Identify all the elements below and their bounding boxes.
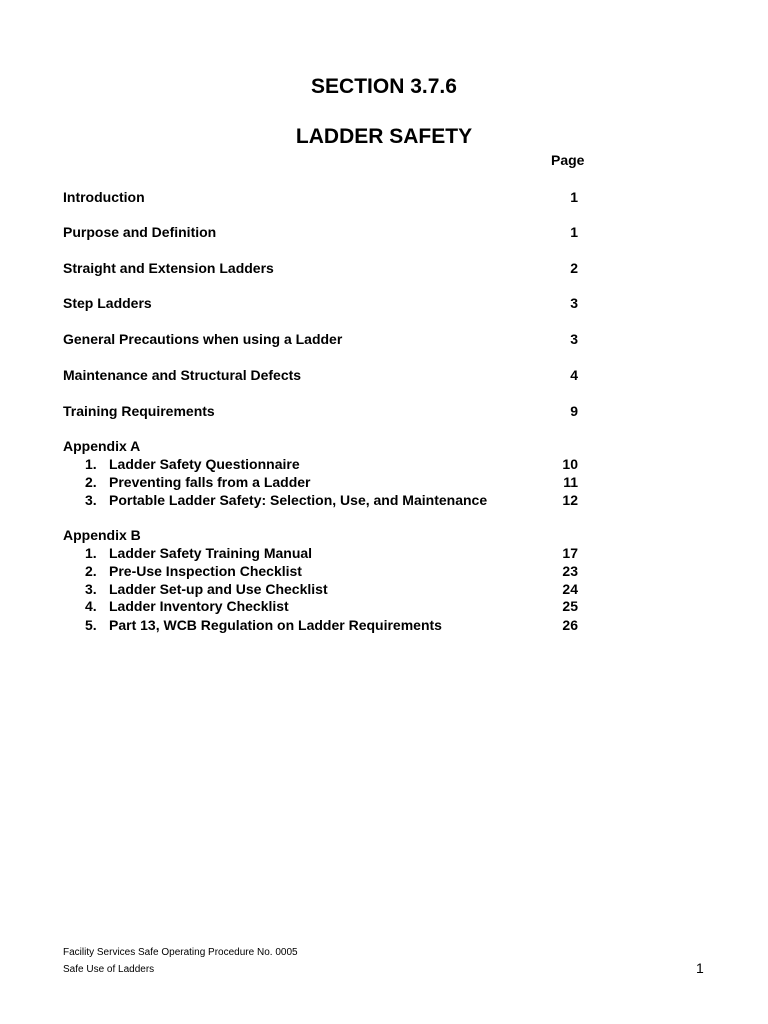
toc-entry-label: Step Ladders — [63, 295, 152, 311]
appendix-item-page: 12 — [562, 492, 578, 508]
appendix-item-label: Ladder Safety Questionnaire — [109, 456, 300, 472]
appendix-a-item — [63, 455, 583, 473]
appendix-item-page: 25 — [562, 598, 578, 614]
appendix-b-item — [63, 597, 583, 615]
appendix-item-label: Ladder Set-up and Use Checklist — [109, 581, 328, 597]
appendix-item-label: Ladder Inventory Checklist — [109, 598, 289, 614]
toc-entry-page: 9 — [570, 403, 578, 419]
toc-entry-label: Straight and Extension Ladders — [63, 260, 274, 276]
appendix-item-page: 17 — [562, 545, 578, 561]
toc-entry-straight-extension — [63, 259, 583, 277]
page-title: LADDER SAFETY — [295, 125, 473, 148]
toc-entry-maintenance — [63, 366, 583, 384]
appendix-b-item — [63, 562, 583, 580]
footer-page-number: 1 — [696, 960, 704, 976]
appendix-item-label: Portable Ladder Safety: Selection, Use, and Maintenance — [109, 492, 488, 508]
toc-entry-label: General Precautions when using a Ladder — [63, 331, 343, 347]
toc-entry-purpose — [63, 223, 583, 241]
appendix-item-label: Part 13, WCB Regulation on Ladder Requirements — [109, 617, 442, 633]
toc-entry-introduction — [63, 188, 583, 206]
toc-entry-step-ladders — [63, 294, 583, 312]
toc-entry-label: Purpose and Definition — [63, 224, 217, 240]
appendix-item-page: 10 — [562, 456, 578, 472]
toc-entry-page: 2 — [570, 260, 578, 276]
appendix-item-label: Ladder Safety Training Manual — [109, 545, 313, 561]
footer-document-title: Safe Use of Ladders — [63, 964, 155, 975]
footer-procedure-number: Facility Services Safe Operating Procedure No. 0005 — [63, 947, 298, 958]
appendix-b-heading: Appendix B — [63, 527, 141, 543]
toc-entry-page: 3 — [570, 331, 578, 347]
toc-entry-training — [63, 402, 583, 420]
appendix-b-item — [63, 616, 583, 634]
toc-entry-page: 4 — [570, 367, 578, 383]
list-number: 1. — [85, 456, 97, 472]
toc-entry-label: Training Requirements — [63, 403, 215, 419]
appendix-a-heading: Appendix A — [63, 438, 141, 454]
list-number: 3. — [85, 492, 97, 508]
appendix-item-label: Pre-Use Inspection Checklist — [109, 563, 302, 579]
list-number: 2. — [85, 563, 97, 579]
appendix-b-item — [63, 544, 583, 562]
appendix-item-page: 24 — [562, 581, 578, 597]
appendix-b-item — [63, 580, 583, 598]
toc-entry-label: Maintenance and Structural Defects — [63, 367, 302, 383]
page-column-label: Page — [551, 152, 585, 168]
list-number: 5. — [85, 617, 97, 633]
toc-entry-page: 1 — [570, 189, 578, 205]
appendix-a-item — [63, 473, 583, 491]
section-number: SECTION 3.7.6 — [311, 75, 457, 98]
appendix-a-item — [63, 491, 583, 509]
list-number: 1. — [85, 545, 97, 561]
appendix-item-page: 23 — [562, 563, 578, 579]
list-number: 2. — [85, 474, 97, 490]
list-number: 3. — [85, 581, 97, 597]
appendix-item-page: 11 — [563, 474, 578, 490]
toc-entry-page: 3 — [570, 295, 578, 311]
appendix-item-page: 26 — [562, 617, 578, 633]
toc-entry-page: 1 — [570, 224, 578, 240]
list-number: 4. — [85, 598, 97, 614]
appendix-item-label: Preventing falls from a Ladder — [109, 474, 311, 490]
toc-entry-general-precautions — [63, 330, 583, 348]
toc-entry-label: Introduction — [63, 189, 145, 205]
